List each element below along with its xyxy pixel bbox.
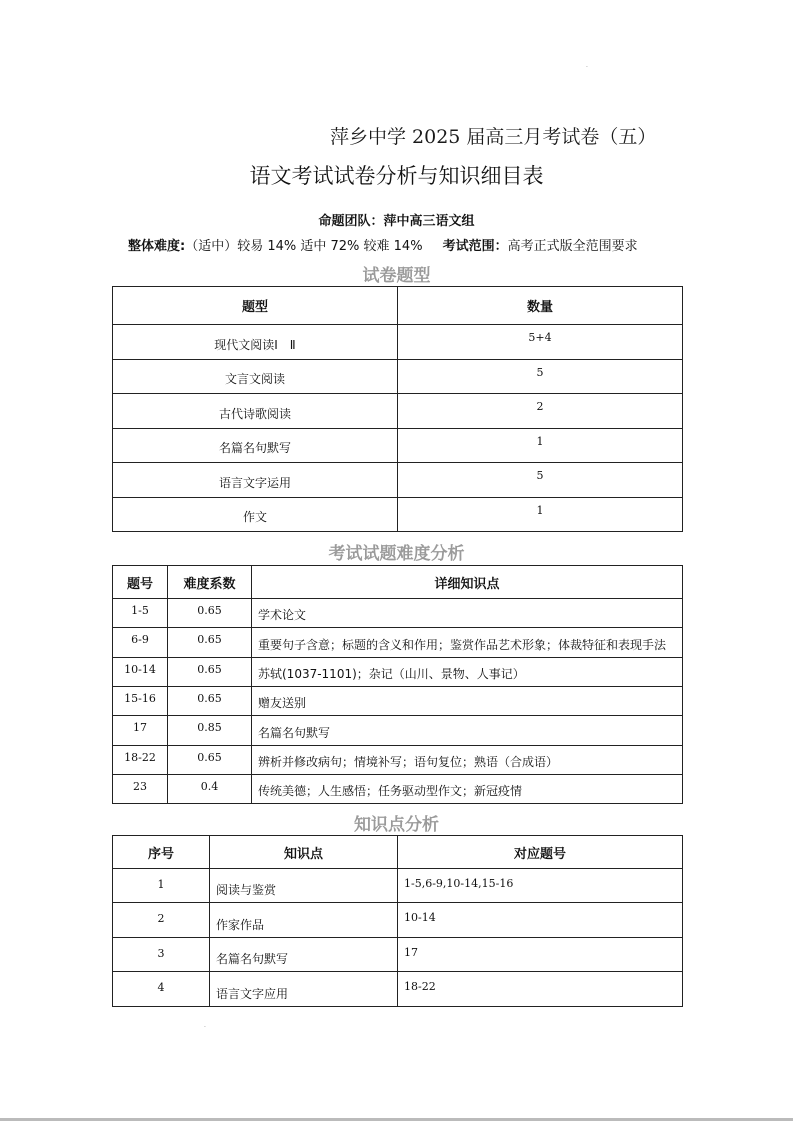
coefficient-cell: 0.65 bbox=[168, 746, 252, 775]
table-row bbox=[113, 687, 683, 716]
count-cell: 1 bbox=[398, 429, 683, 463]
knowledge-table bbox=[112, 835, 683, 1007]
column-header: 题型 bbox=[113, 287, 398, 325]
question-no-cell: 6-9 bbox=[113, 628, 168, 658]
difficulty-label: 整体难度: bbox=[128, 239, 186, 254]
coefficient-cell: 0.4 bbox=[168, 775, 252, 804]
school-title: 萍乡中学 2025 届高三月考试卷（五） bbox=[330, 126, 657, 148]
detail-cell: 重要句子含意；标题的含义和作用；鉴赏作品艺术形象；体裁特征和表现手法 bbox=[252, 628, 683, 658]
type-cell: 名篇名句默写 bbox=[113, 429, 398, 463]
count-cell: 5+4 bbox=[398, 325, 683, 360]
question-no-cell: 23 bbox=[113, 775, 168, 804]
type-cell: 文言文阅读 bbox=[113, 360, 398, 394]
question-numbers-cell: 17 bbox=[398, 938, 683, 972]
type-cell: 现代文阅读Ⅰ Ⅱ bbox=[113, 325, 398, 360]
table-header-row bbox=[113, 566, 683, 599]
section-title-question-types: 试卷题型 bbox=[362, 266, 431, 286]
index-cell: 4 bbox=[113, 972, 210, 1007]
detail-cell: 赠友送别 bbox=[252, 687, 683, 716]
table-row bbox=[113, 360, 683, 394]
page-bottom-rule bbox=[0, 1118, 793, 1121]
team-label: 命题团队： bbox=[318, 214, 384, 229]
table-row bbox=[113, 658, 683, 687]
column-header: 序号 bbox=[113, 836, 210, 869]
table-row bbox=[113, 746, 683, 775]
team-line bbox=[0, 210, 793, 229]
count-cell: 1 bbox=[398, 498, 683, 532]
table-row bbox=[113, 394, 683, 429]
type-cell: 作文 bbox=[113, 498, 398, 532]
table-row bbox=[113, 463, 683, 498]
table-header-row bbox=[113, 287, 683, 325]
detail-cell: 传统美德；人生感悟；任务驱动型作文；新冠疫情 bbox=[252, 775, 683, 804]
column-header: 知识点 bbox=[210, 836, 398, 869]
count-cell: 5 bbox=[398, 360, 683, 394]
question-no-cell: 17 bbox=[113, 716, 168, 746]
scope-value: 高考正式版全范围要求 bbox=[507, 239, 638, 254]
question-numbers-cell: 10-14 bbox=[398, 903, 683, 938]
coefficient-cell: 0.65 bbox=[168, 658, 252, 687]
question-numbers-cell: 18-22 bbox=[398, 972, 683, 1007]
section-title-difficulty-analysis: 考试试题难度分析 bbox=[328, 544, 465, 564]
knowledge-point-cell: 阅读与鉴赏 bbox=[210, 869, 398, 903]
detail-cell: 学术论文 bbox=[252, 599, 683, 628]
knowledge-point-cell: 作家作品 bbox=[210, 903, 398, 938]
table-row bbox=[113, 972, 683, 1007]
type-cell: 语言文字运用 bbox=[113, 463, 398, 498]
index-cell: 1 bbox=[113, 869, 210, 903]
table-header-row bbox=[113, 836, 683, 869]
coefficient-cell: 0.85 bbox=[168, 716, 252, 746]
team-value: 萍中高三语文组 bbox=[383, 214, 475, 229]
index-cell: 3 bbox=[113, 938, 210, 972]
question-no-cell: 10-14 bbox=[113, 658, 168, 687]
table-row bbox=[113, 429, 683, 463]
detail-cell: 苏轼(1037-1101)；杂记（山川、景物、人事记） bbox=[252, 658, 683, 687]
question-numbers-cell: 1-5,6-9,10-14,15-16 bbox=[398, 869, 683, 903]
column-header: 数量 bbox=[398, 287, 683, 325]
knowledge-point-cell: 名篇名句默写 bbox=[210, 938, 398, 972]
difficulty-line bbox=[128, 235, 638, 254]
table-row bbox=[113, 938, 683, 972]
table-row bbox=[113, 498, 683, 532]
coefficient-cell: 0.65 bbox=[168, 687, 252, 716]
type-cell: 古代诗歌阅读 bbox=[113, 394, 398, 429]
table-row bbox=[113, 903, 683, 938]
speck-mark: . bbox=[204, 1022, 206, 1029]
column-header: 难度系数 bbox=[168, 566, 252, 599]
difficulty-table bbox=[112, 565, 683, 804]
count-cell: 5 bbox=[398, 463, 683, 498]
difficulty-value: （适中）较易 14% 适中 72% 较难 14% bbox=[185, 239, 423, 254]
count-cell: 2 bbox=[398, 394, 683, 429]
knowledge-point-cell: 语言文字应用 bbox=[210, 972, 398, 1007]
column-header: 题号 bbox=[113, 566, 168, 599]
question-no-cell: 18-22 bbox=[113, 746, 168, 775]
page-title: 语文考试试卷分析与知识细目表 bbox=[249, 164, 544, 188]
detail-cell: 辨析并修改病句；情境补写；语句复位；熟语（合成语） bbox=[252, 746, 683, 775]
table-row bbox=[113, 325, 683, 360]
coefficient-cell: 0.65 bbox=[168, 599, 252, 628]
section-title-knowledge-analysis: 知识点分析 bbox=[354, 815, 439, 835]
scope-label: 考试范围： bbox=[442, 239, 508, 254]
index-cell: 2 bbox=[113, 903, 210, 938]
table-row bbox=[113, 599, 683, 628]
speck-mark: . bbox=[586, 62, 588, 69]
question-no-cell: 15-16 bbox=[113, 687, 168, 716]
table-row bbox=[113, 716, 683, 746]
coefficient-cell: 0.65 bbox=[168, 628, 252, 658]
question-no-cell: 1-5 bbox=[113, 599, 168, 628]
table-row bbox=[113, 775, 683, 804]
detail-cell: 名篇名句默写 bbox=[252, 716, 683, 746]
column-header: 详细知识点 bbox=[252, 566, 683, 599]
table-row bbox=[113, 869, 683, 903]
question-types-table bbox=[112, 286, 683, 532]
table-row bbox=[113, 628, 683, 658]
column-header: 对应题号 bbox=[398, 836, 683, 869]
